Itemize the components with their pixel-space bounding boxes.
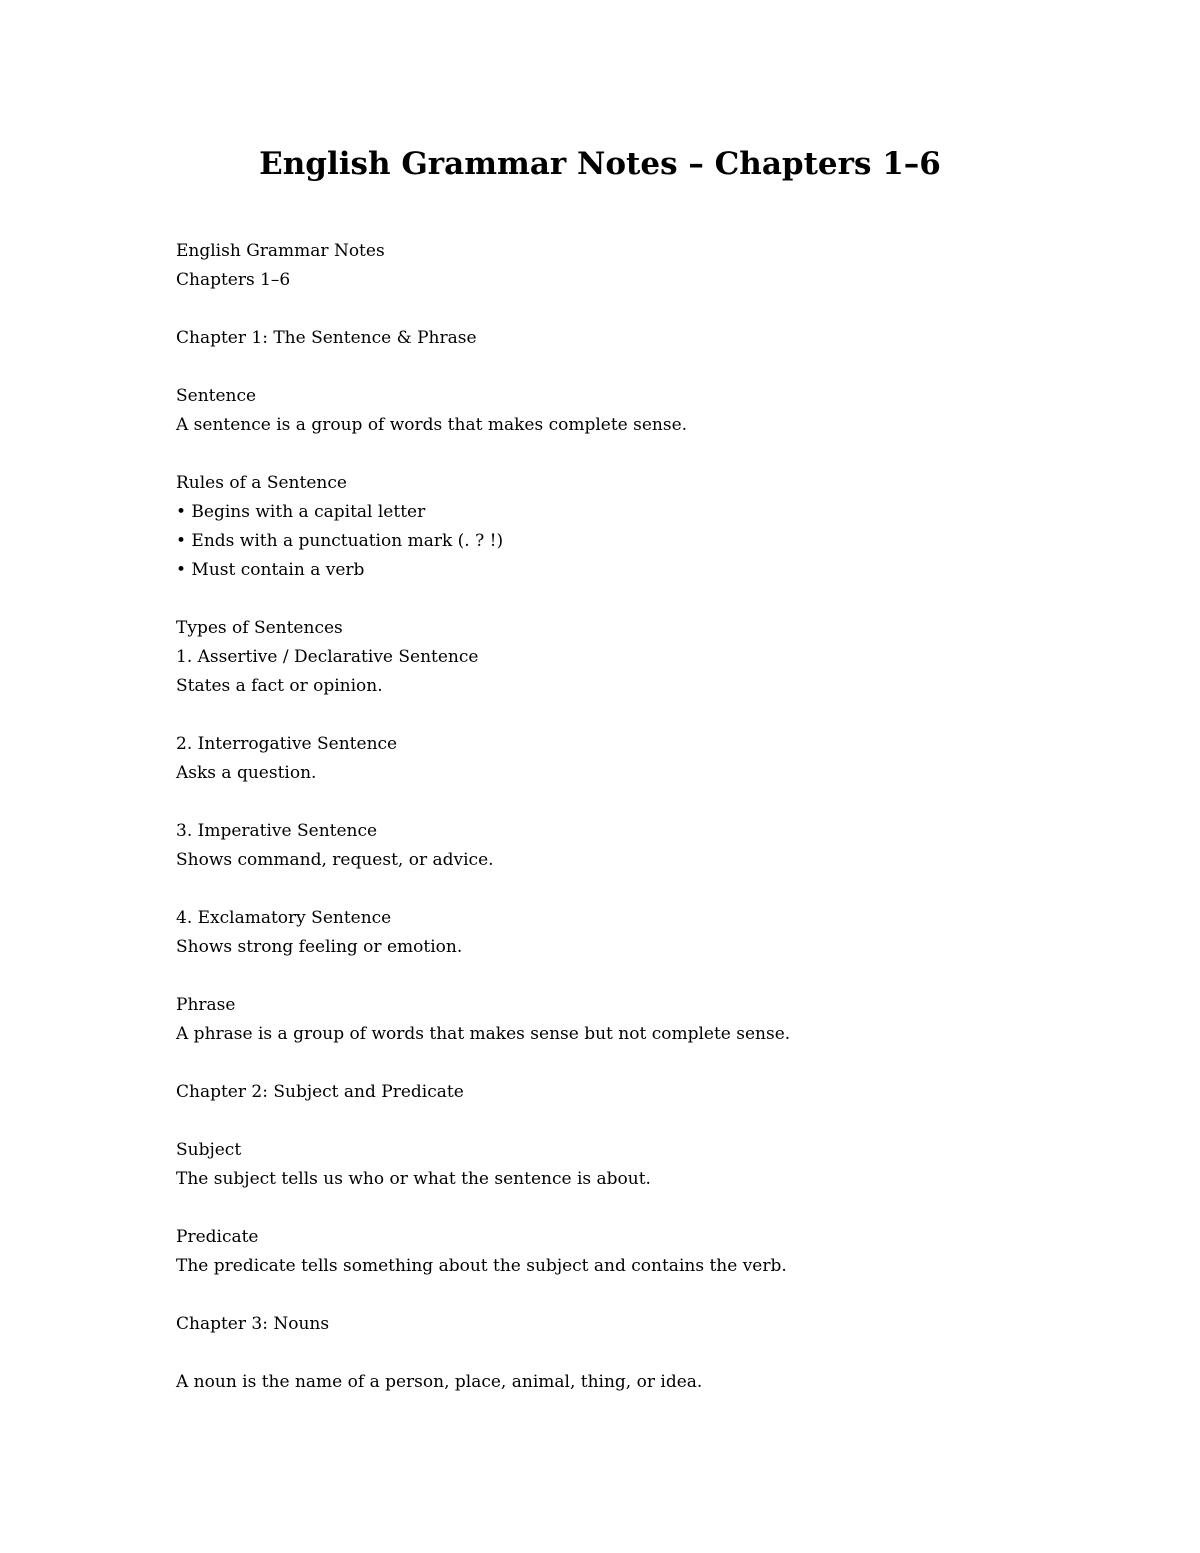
predicate-definition: The predicate tells something about the subject and contains the verb. — [176, 1256, 787, 1276]
noun-definition: A noun is the name of a person, place, animal, thing, or idea. — [176, 1372, 703, 1392]
rules-heading: Rules of a Sentence — [176, 473, 347, 493]
blank-line — [176, 1281, 1076, 1310]
document-title: English Grammar Notes – Chapters 1–6 — [259, 146, 941, 182]
predicate-term: Predicate — [176, 1227, 259, 1247]
header-line-1: English Grammar Notes — [176, 241, 385, 261]
rules-item: • Must contain a verb — [176, 560, 365, 580]
rules-item: • Begins with a capital letter — [176, 502, 426, 522]
type-name: 4. Exclamatory Sentence — [176, 908, 392, 928]
document-body — [176, 237, 1076, 1397]
phrase-term: Phrase — [176, 995, 236, 1015]
type-description: States a fact or opinion. — [176, 676, 383, 696]
phrase-definition: A phrase is a group of words that makes sense but not complete sense. — [176, 1024, 791, 1044]
chapter-2-heading: Chapter 2: Subject and Predicate — [176, 1082, 464, 1102]
blank-line — [176, 353, 1076, 382]
type-description: Asks a question. — [176, 763, 317, 783]
types-heading: Types of Sentences — [176, 618, 343, 638]
blank-line — [176, 1049, 1076, 1078]
header-line-2: Chapters 1–6 — [176, 270, 291, 290]
blank-line — [176, 701, 1076, 730]
type-description: Shows strong feeling or emotion. — [176, 937, 463, 957]
sentence-definition: A sentence is a group of words that makes complete sense. — [176, 415, 688, 435]
type-description: Shows command, request, or advice. — [176, 850, 494, 870]
blank-line — [176, 585, 1076, 614]
type-name: 2. Interrogative Sentence — [176, 734, 398, 754]
blank-line — [176, 295, 1076, 324]
subject-definition: The subject tells us who or what the sentence is about. — [176, 1169, 651, 1189]
rules-item: • Ends with a punctuation mark (. ? !) — [176, 531, 504, 551]
blank-line — [176, 875, 1076, 904]
blank-line — [176, 962, 1076, 991]
chapter-3-heading: Chapter 3: Nouns — [176, 1314, 330, 1334]
type-name: 1. Assertive / Declarative Sentence — [176, 647, 479, 667]
blank-line — [176, 440, 1076, 469]
blank-line — [176, 1194, 1076, 1223]
blank-line — [176, 1339, 1076, 1368]
sentence-term: Sentence — [176, 386, 257, 406]
chapter-1-heading: Chapter 1: The Sentence & Phrase — [176, 328, 477, 348]
blank-line — [176, 1107, 1076, 1136]
subject-term: Subject — [176, 1140, 242, 1160]
type-name: 3. Imperative Sentence — [176, 821, 378, 841]
blank-line — [176, 788, 1076, 817]
